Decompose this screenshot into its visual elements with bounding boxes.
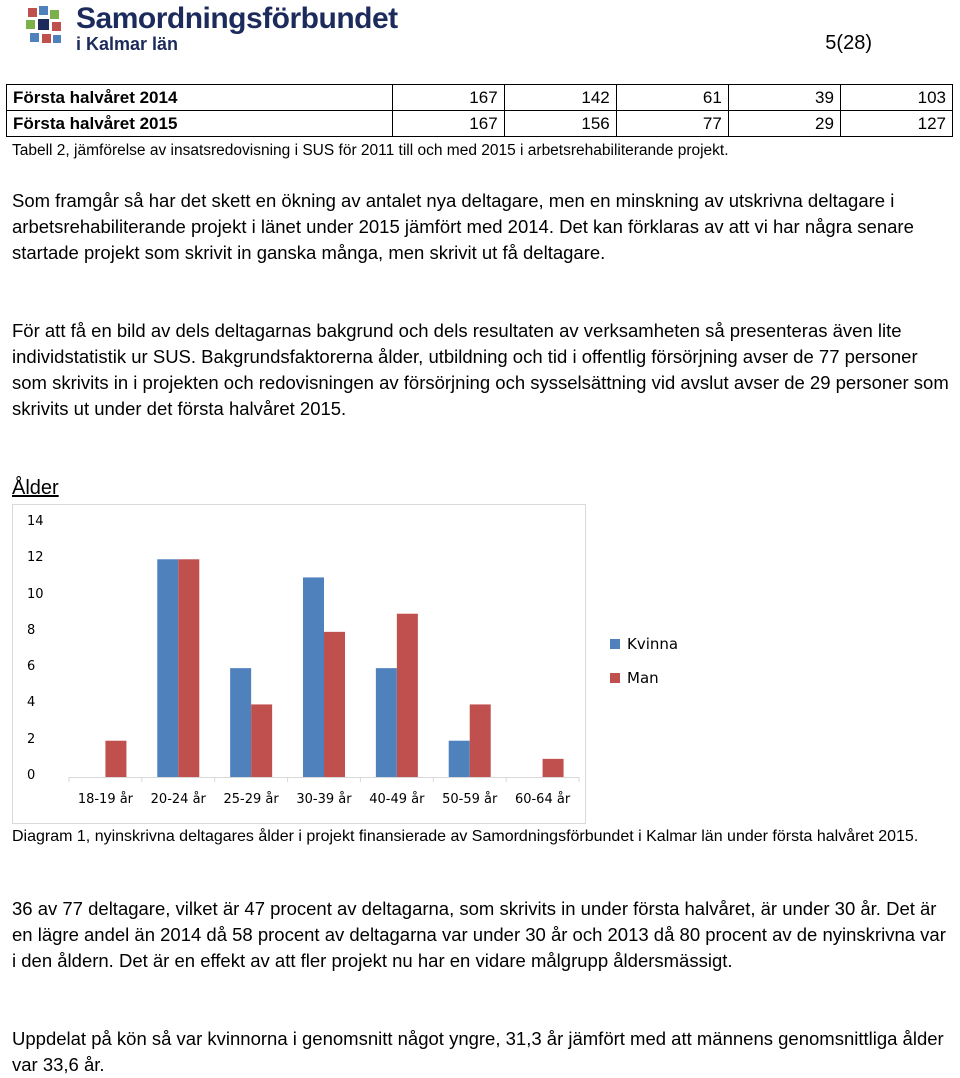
table-row [7, 85, 953, 111]
table-row-label: Första halvåret 2014 [7, 85, 393, 111]
table-cell: 156 [504, 111, 616, 137]
section-title: Ålder [12, 477, 59, 499]
logo-subtitle: i Kalmar län [76, 34, 179, 54]
y-tick-label: 2 [27, 731, 36, 747]
legend-swatch-man [610, 673, 620, 683]
table-cell: 167 [392, 111, 504, 137]
y-tick-label: 6 [27, 659, 36, 675]
logo-mark-icon [24, 4, 64, 48]
logo-name: Samordningsförbundet [76, 2, 398, 35]
y-tick-label: 10 [27, 586, 44, 602]
table-cell: 142 [504, 85, 616, 111]
table-cell: 77 [616, 111, 728, 137]
x-tick-label: 18-19 år [77, 792, 134, 807]
legend-label-man: Man [627, 669, 659, 687]
page-number: 5(28) [825, 32, 872, 54]
table-cell: 61 [616, 85, 728, 111]
paragraph-1: Som framgår så har det skett en ökning av antalet nya deltagare, men en minskning av utskrivna deltagare i arbetsrehabiliterande projekt i länet under 2015 jämfört med 2014. Det kan förklaras av att vi har några senare startade projekt som skrivit in ganska många, men skrivit ut få deltagare. [12, 190, 914, 263]
bar-kvinna-4 [303, 577, 324, 777]
y-tick-label: 4 [27, 695, 36, 711]
chart-caption: Diagram 1, nyinskrivna deltagares ålder i projekt finansierade av Samordningsförbundet i Kalmar län under första halvåret 2015. [12, 828, 919, 845]
paragraph-4: Uppdelat på kön så var kvinnorna i genomsnitt något yngre, 31,3 år jämfört med att männens genomsnittliga ålder var 33,6 år. [12, 1028, 944, 1075]
age-chart-plot [13, 505, 585, 823]
table-row [7, 111, 953, 137]
bar-man-6 [470, 704, 491, 777]
table-cell: 103 [840, 85, 952, 111]
x-tick-label: 25-29 år [223, 792, 279, 807]
x-tick-label: 30-39 år [296, 792, 352, 807]
x-tick-label: 40-49 år [369, 792, 425, 807]
x-tick-label: 50-59 år [442, 792, 498, 807]
table-cell: 39 [728, 85, 840, 111]
y-tick-label: 12 [27, 550, 44, 566]
bar-man-3 [251, 704, 272, 777]
table-caption: Tabell 2, jämförelse av insatsredovisning i SUS för 2011 till och med 2015 i arbetsrehabiliterande projekt. [12, 142, 729, 159]
comparison-table [6, 84, 953, 137]
bar-man-1 [105, 741, 126, 777]
table-cell: 29 [728, 111, 840, 137]
y-tick-label: 14 [27, 514, 44, 529]
y-tick-label: 0 [27, 768, 36, 783]
age-chart [12, 504, 586, 824]
logo [24, 2, 398, 54]
paragraph-2: För att få en bild av dels deltagarnas bakgrund och dels resultaten av verksamheten så presenteras även lite individstatistik ur SUS. Bakgrundsfaktorerna ålder, utbildning och tid i offentlig försörjning avser de 77 personer som skrivits in i projekten och redovisningen av försörjning och sysselsättning vid avslut avser de 29 personer som skrivits ut under det första halvåret 2015. [12, 320, 949, 419]
legend-label-kvinna: Kvinna [627, 635, 679, 653]
x-tick-label: 60-64 år [514, 792, 571, 807]
legend-item-kvinna [610, 635, 678, 655]
bar-kvinna-2 [157, 559, 178, 777]
table-cell: 167 [392, 85, 504, 111]
legend-item-man [610, 669, 659, 689]
bar-kvinna-5 [376, 668, 397, 777]
bar-man-2 [178, 559, 199, 777]
bar-kvinna-3 [230, 668, 251, 777]
bar-man-7 [543, 759, 564, 777]
y-tick-label: 8 [27, 622, 36, 638]
table-row-label: Första halvåret 2015 [7, 111, 393, 137]
bar-man-5 [397, 614, 418, 777]
bar-kvinna-6 [449, 741, 470, 777]
bar-man-4 [324, 632, 345, 777]
x-tick-label: 20-24 år [150, 792, 206, 807]
legend-swatch-kvinna [610, 639, 620, 649]
paragraph-3: 36 av 77 deltagare, vilket är 47 procent av deltagarna, som skrivits in under första halvåret, är under 30 år. Det är en lägre andel än 2014 då 58 procent av deltagarna var under 30 år och 2013 då 80 procent av de nyinskrivna var i den åldern. Det är en effekt av att fler projekt nu har en vidare målgrupp åldersmässigt. [12, 898, 946, 971]
table-cell: 127 [840, 111, 952, 137]
